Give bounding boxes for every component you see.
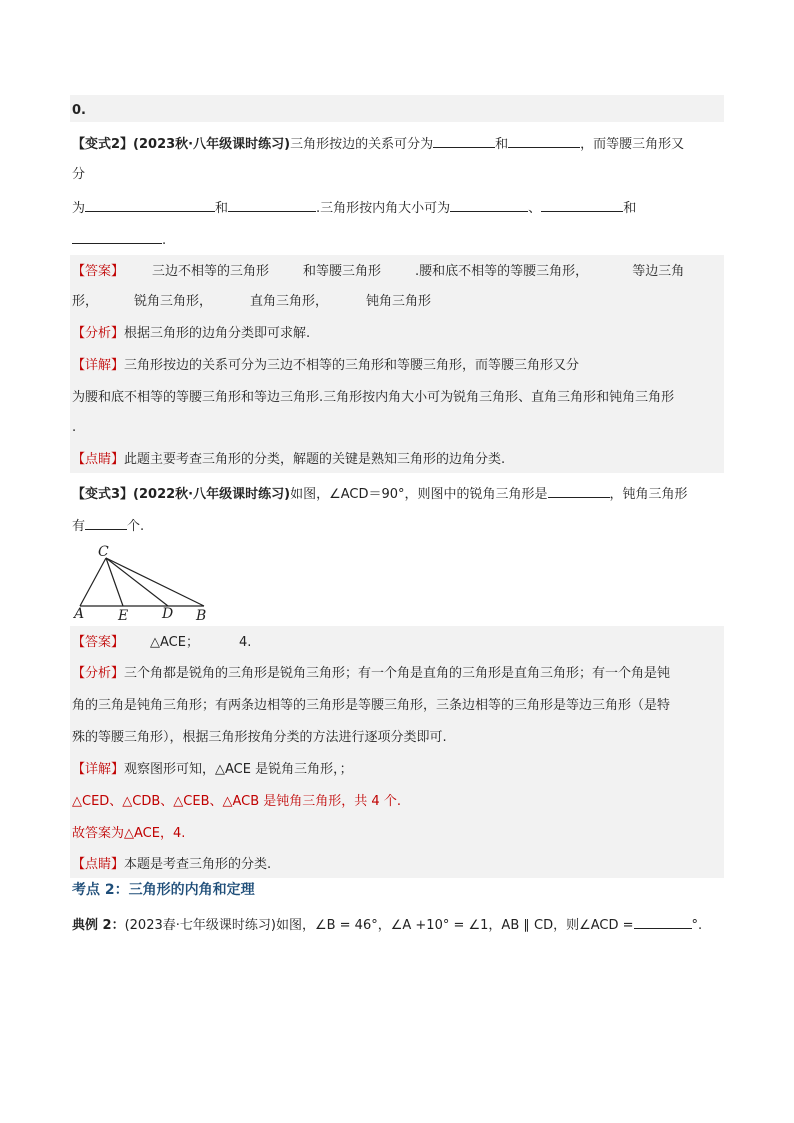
blank-field — [634, 914, 692, 929]
detail-tag: 【详解】 — [72, 762, 125, 777]
triangle-figure — [70, 540, 220, 622]
example2-tag: 典例 2： — [72, 918, 125, 933]
prev-answer-text: 0. — [72, 103, 86, 118]
blank-field — [508, 133, 580, 148]
variant3-comment: 【点睛】本题是考查三角形的分类. — [72, 857, 272, 872]
section-heading: 考点 2：三角形的内角和定理 — [72, 882, 255, 898]
variant3-detail-line1: 【详解】观察图形可知，△ACE 是锐角三角形，； — [72, 762, 353, 777]
variant3-detail-line2: △CED、△CDB、△CEB、△ACB 是钝角三角形，共 4 个. — [72, 794, 401, 809]
blank-field — [85, 515, 127, 530]
blank-field — [541, 197, 623, 212]
variant2-source: (2023秋·八年级课时练习) — [133, 137, 291, 152]
blank-field — [85, 197, 215, 212]
variant3-analysis-line1: 【分析】三个角都是锐角的三角形是锐角三角形；有一个角是直角的三角形是直角三角形；有一个角是钝 — [72, 666, 671, 681]
prev-answer-block — [70, 95, 724, 122]
variant2-question-line4: . — [72, 229, 166, 251]
variant3-question-line1: 【变式3】(2022秋·八年级课时练习)如图，∠ACD＝90°，则图中的锐角三角形是 ，钝角三角形 — [72, 483, 688, 505]
answer-tag: 【答案】 — [72, 264, 125, 279]
variant3-answer: 【答案】 △ACE； 4. — [72, 635, 252, 650]
variant2-question-line1: 【变式2】(2023秋·八年级课时练习)三角形按边的关系可分为 和 ，而等腰三角形又 — [72, 133, 684, 155]
variant2-comment: 【点睛】此题主要考查三角形的分类，解题的关键是熟知三角形的边角分类. — [72, 452, 506, 467]
blank-field — [228, 197, 316, 212]
variant2-question-line3: 为 和 .三角形按内角大小可为 、 和 — [72, 197, 636, 219]
variant2-analysis: 【分析】根据三角形的边角分类即可求解. — [72, 326, 311, 341]
variant2-detail-line2: 为腰和底不相等的等腰三角形和等边三角形.三角形按内角大小可为锐角三角形、直角三角形和钝角三角形 — [72, 390, 675, 405]
blank-field — [433, 133, 495, 148]
analysis-tag: 【分析】 — [72, 326, 125, 341]
example2-question: 典例 2：(2023春·七年级课时练习)如图，∠B = 46°，∠A +10° = ∠1，AB ∥ CD，则∠ACD = °. — [72, 914, 702, 936]
segment-cd — [106, 558, 168, 606]
label-e: E — [118, 608, 129, 622]
label-b: B — [196, 608, 207, 622]
label-c: C — [98, 544, 109, 560]
example2-source: (2023春·七年级课时练习) — [124, 918, 276, 933]
label-a: A — [74, 606, 85, 622]
variant3-question-line2: 有 个. — [72, 515, 144, 537]
variant2-answer-line1: 【答案】 三边不相等的三角形 和等腰三角形 .腰和底不相等的等腰三角形， 等边三角 — [72, 264, 685, 279]
blank-field — [548, 483, 610, 498]
analysis-tag: 【分析】 — [72, 666, 125, 681]
answer-tag: 【答案】 — [72, 635, 125, 650]
variant3-source: (2022秋·八年级课时练习) — [133, 487, 291, 502]
variant2-answer-line2: 形， 锐角三角形， 直角三角形， 钝角三角形 — [72, 294, 432, 309]
variant3-tag: 【变式3】 — [72, 487, 134, 502]
blank-field — [450, 197, 528, 212]
blank-field — [72, 229, 162, 244]
variant2-detail-line1: 【详解】三角形按边的关系可分为三边不相等的三角形和等腰三角形，而等腰三角形又分 — [72, 358, 580, 373]
variant2-question-line2: 分 — [72, 167, 86, 182]
detail-tag: 【详解】 — [72, 358, 125, 373]
segment-ca — [80, 558, 106, 606]
variant3-detail-line3: 故答案为△ACE，4. — [72, 826, 186, 841]
variant3-analysis-line3: 殊的等腰三角形），根据三角形按角分类的方法进行逐项分类即可. — [72, 730, 447, 745]
variant3-analysis-line2: 角的三角是钝角三角形；有两条边相等的三角形是等腰三角形，三条边相等的三角形是等边三角形（是特 — [72, 698, 671, 713]
comment-tag: 【点睛】 — [72, 452, 125, 467]
variant2-tag: 【变式2】 — [72, 137, 134, 152]
label-d: D — [162, 606, 174, 622]
comment-tag: 【点睛】 — [72, 857, 125, 872]
variant2-detail-line3: . — [72, 420, 77, 435]
